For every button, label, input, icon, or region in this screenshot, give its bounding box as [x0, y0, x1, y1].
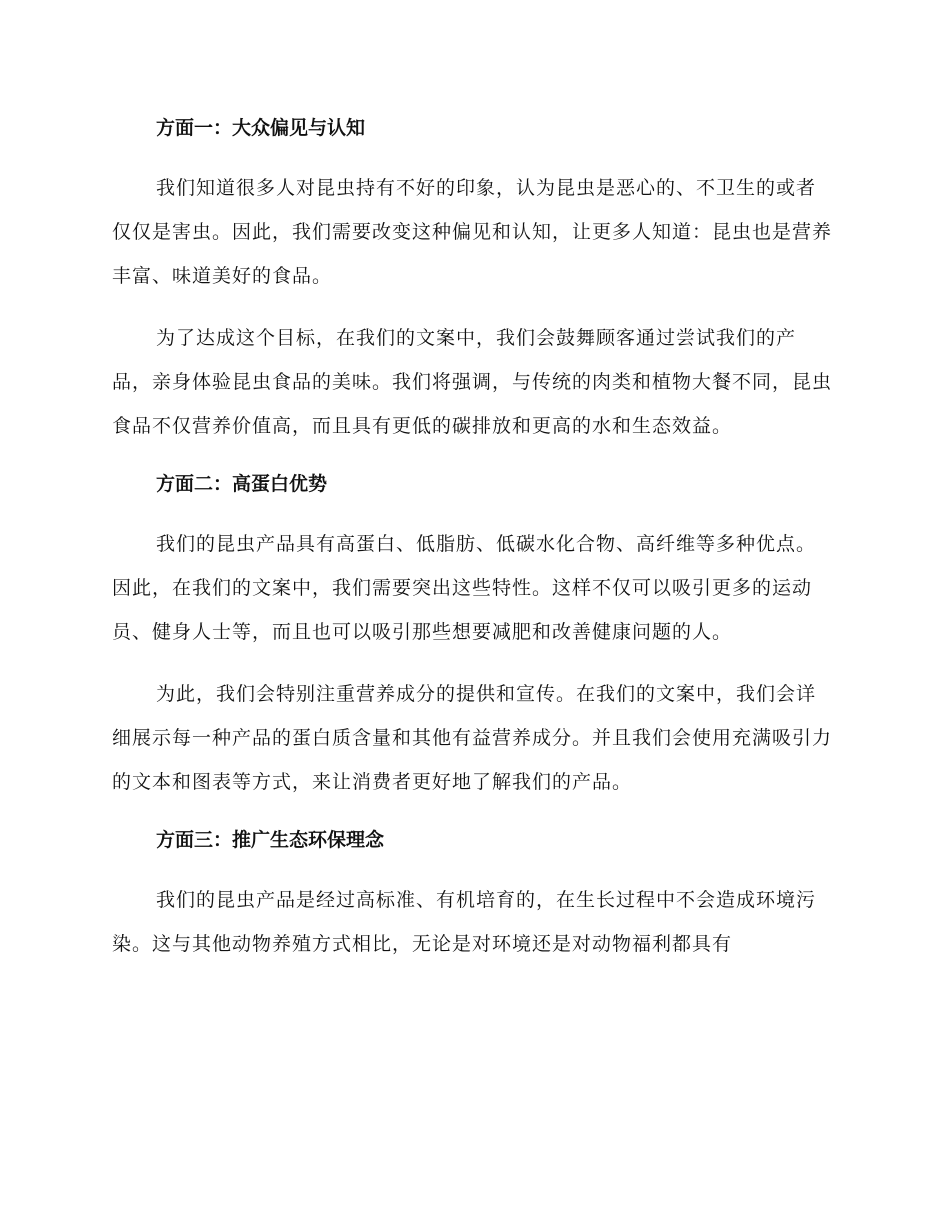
section-1: [112, 110, 832, 448]
paragraph: 为了达成这个目标，在我们的文案中，我们会鼓舞顾客通过尝试我们的产品，亲身体验昆虫食品的美味。我们将强调，与传统的肉类和植物大餐不同，昆虫食品不仅营养价值高，而且具有更低的碳排放和更高的水和生态效益。: [112, 327, 833, 437]
section-2: [112, 466, 832, 804]
paragraph: 我们的昆虫产品是经过高标准、有机培育的，在生长过程中不会造成环境污染。这与其他动物养殖方式相比，无论是对环境还是对动物福利都具有: [112, 889, 817, 955]
paragraph: 为此，我们会特别注重营养成分的提供和宣传。在我们的文案中，我们会详细展示每一种产品的蛋白质含量和其他有益营养成分。并且我们会使用充满吸引力的文本和图表等方式，来让消费者更好地了解我们的产品。: [112, 683, 833, 793]
section-heading: 方面二：高蛋白优势: [156, 473, 328, 495]
paragraph: 我们知道很多人对昆虫持有不好的印象，认为昆虫是恶心的、不卫生的或者仅仅是害虫。因此，我们需要改变这种偏见和认知，让更多人知道：昆虫也是营养丰富、味道美好的食品。: [112, 177, 833, 287]
paragraph: 我们的昆虫产品具有高蛋白、低脂肪、低碳水化合物、高纤维等多种优点。因此，在我们的文案中，我们需要突出这些特性。这样不仅可以吸引更多的运动员、健身人士等，而且也可以吸引那些想要减肥和改善健康问题的人。: [112, 533, 817, 643]
section-heading: 方面一：大众偏见与认知: [156, 117, 366, 139]
document-page: [112, 110, 832, 978]
section-heading: 方面三：推广生态环保理念: [156, 829, 385, 851]
section-3: [112, 822, 832, 966]
